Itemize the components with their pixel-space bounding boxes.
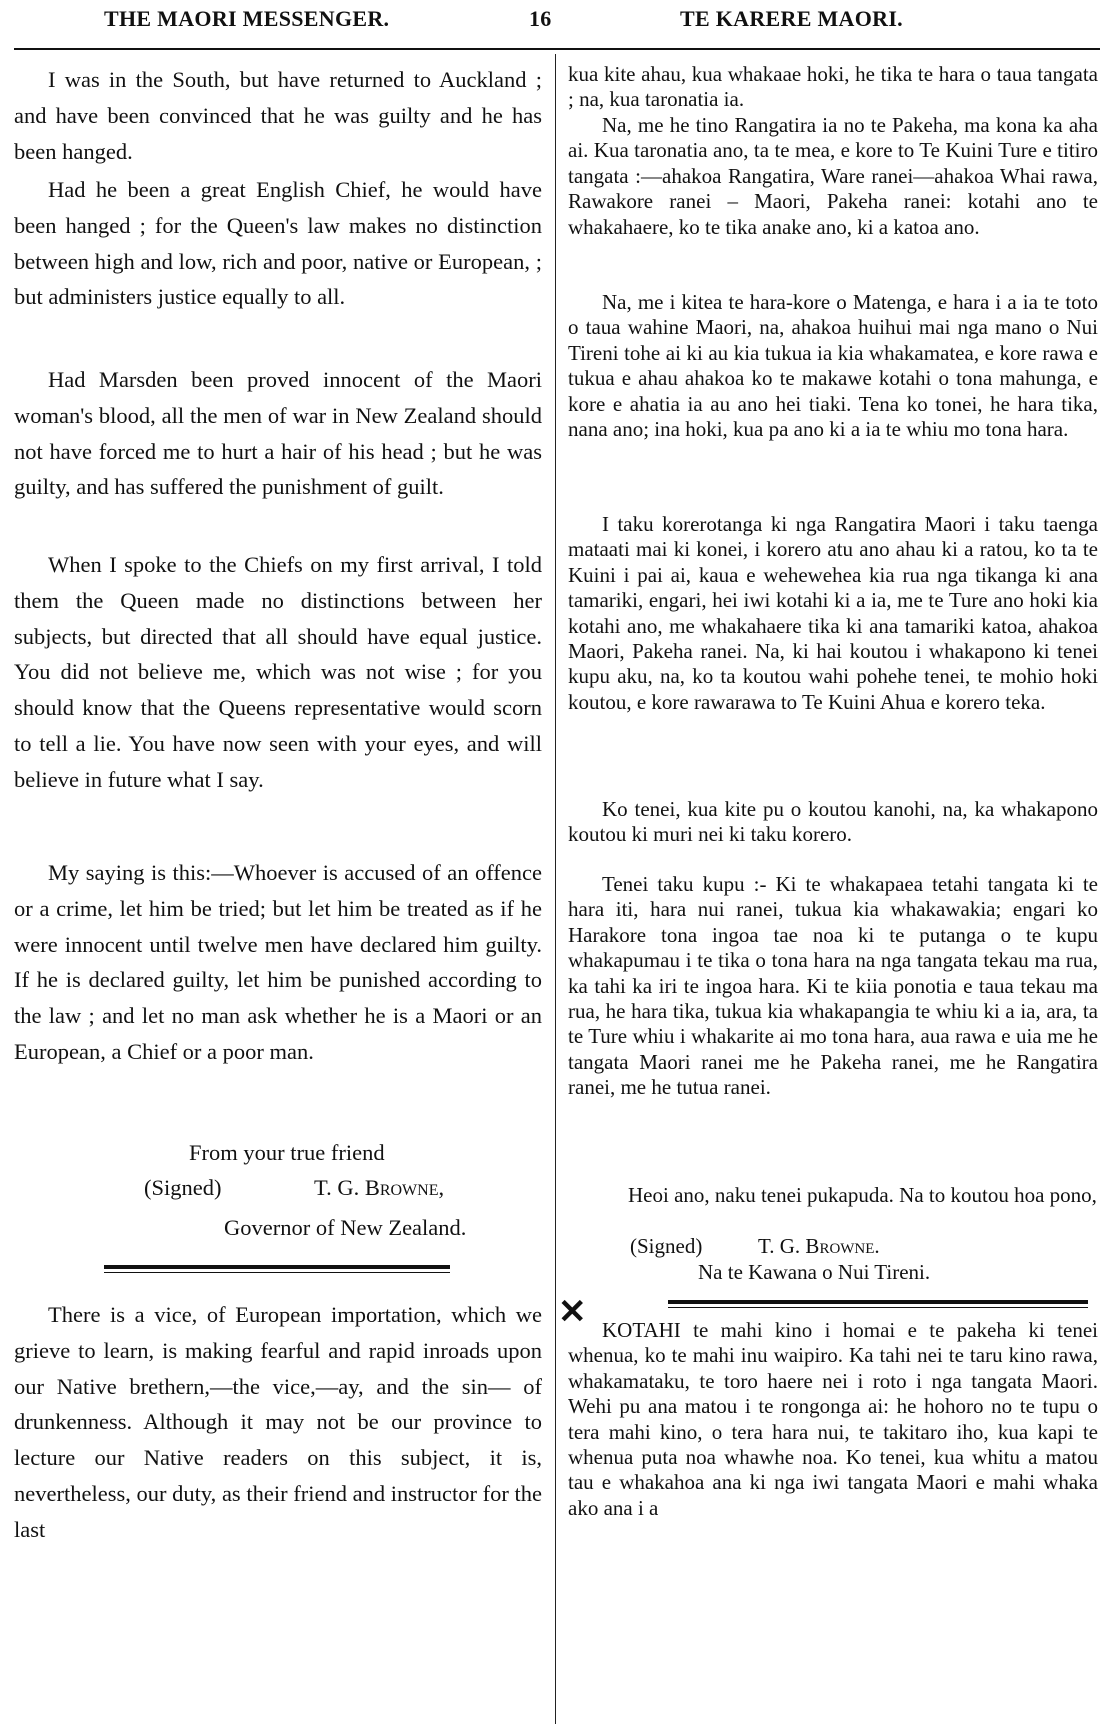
maori-paragraph-5: Ko tenei, kua kite pu o koutou kanohi, na, ka whakapono koutou ki muri nei ki taku korero. [568, 797, 1098, 847]
english-paragraph-1: I was in the South, but have returned to Auckland ; and have been convinced that he was guilty and he has been hanged. [14, 67, 542, 164]
maori-signature-name: T. G. Browne. [758, 1234, 880, 1258]
header-title-maori: TE KARERE MAORI. [680, 6, 903, 31]
page-header [0, 6, 1114, 40]
maori-signature-signed: (Signed) [630, 1234, 703, 1258]
english-paragraph-2: Had he been a great English Chief, he would have been hanged ; for the Queen's law makes no distinction between high and low, rich and poor, native or European, ; but administers justice equally to all. [14, 177, 542, 310]
english-paragraph-5: My saying is this:—Whoever is accused of an offence or a crime, let him be tried; but let him be treated as if he were innocent until twelve men have declared him guilty. If he is declared guilty, let him be punished according to the law ; and let no man ask whether he is a Maori or an European, a Chief or a poor man. [14, 860, 542, 1064]
column-divider [555, 54, 556, 1724]
maori-article-waipiro: KOTAHI te mahi kino i homai e te pakeha ki tenei whenua, ko te mahi inu waipiro. Ka tahi nei te taru kino rawa, whakamataku, te toro haere nei i roto i nga tangata Maori. Wehi pu ana matou i te rongonga ai: he hohoro no te tupu o tera mahi kino, o tera hara nui, te takitaro iho, kua kapi te whenua puta noa whawhe noa. Ko tenei, kua whitu a matou tau e whakahoa ana ki nga iwi tangata Maori e mahi whaka ako ana i a [568, 1318, 1098, 1520]
header-title-english: THE MAORI MESSENGER. [104, 6, 390, 31]
maori-signature-closing: Heoi ano, naku tenei pukapuda. Na to koutou hoa pono, [628, 1183, 1097, 1207]
maori-paragraph-4: I taku korerotanga ki nga Rangatira Maori i taku taenga mataati mai ki konei, i korero atu ano ahau ki a ratou, ko ta te Kuini i pai ai, kaua e wehewehea kia rua nga tikanga ki ana tamariki, engari, hei iwi kotahi ki a ia, me te Ture ano hoki kia kotahi ano, me whakahaere tika ki ana tamariki katoa, ahakoa Maori, Pakeha ranei. Na, ki hai koutou i whakapono ki tenei kupu aku, na, ko ta koutou wahi pohehe tenei, te mohio hoki koutou, e kore rawarawa to Te Kuini Ahua e korero teka. [568, 512, 1098, 714]
signature-title: Governor of New Zealand. [224, 1215, 467, 1240]
maori-paragraph-2: Na, me he tino Rangatira ia no te Pakeha, ma kona ka aha ai. Kua taronatia ano, ta te mea, e kore to Te Kuini Ture e titiro tangata :—ahakoa Rangatira, Ware ranei—ahakoa Whai rawa, Rawakore ranei – Maori, Pakeha ranei: kotahi ano te whakahaere, ko te tika anake ano, ki a katoa ano. [568, 113, 1098, 239]
section-divider [104, 1265, 450, 1269]
maori-paragraph-1: kua kite ahau, kua whakaae hoki, he tika te hara o taua tangata ; na, kua taronatia ia. [568, 62, 1098, 112]
cross-mark-icon: ✕ [558, 1294, 587, 1331]
english-paragraph-4: When I spoke to the Chiefs on my first arrival, I told them the Queen made no distinctions between her subjects, but directed that all should have equal justice. You did not believe me, which was not wise ; for you should know that the Queens representative would scorn to tell a lie. You have now seen with your eyes, and will believe in future what I say. [14, 552, 542, 792]
page-number: 16 [529, 6, 552, 31]
maori-section-divider [668, 1300, 1088, 1304]
maori-paragraph-3: Na, me i kitea te hara-kore o Matenga, e hara i a ia te toto o taua wahine Maori, na, ahakoa huihui mai nga mano o Nui Tireni tohe ai ki au kia tukua ia kia whakamatea, e kore rawa e tukua e ahau ahakoa ko te makawe kotahi o tona mahunga, e kore e ahatia ia au ano hei tiaki. Tena ko tonei, he hara tika, nana ano; ina hoki, kua pa ano ki a ia te whiu mo tona hara. [568, 290, 1098, 442]
signature-closing: From your true friend [189, 1140, 385, 1165]
english-paragraph-3: Had Marsden been proved innocent of the Maori woman's blood, all the men of war in New Zealand should not have forced me to hurt a hair of his head ; but he was guilty, and has suffered the punishment of guilt. [14, 367, 542, 500]
signature-signed: (Signed) [144, 1175, 222, 1200]
signature-name: T. G. Browne, [314, 1175, 445, 1200]
maori-paragraph-6: Tenei taku kupu :- Ki te whakapaea tetahi tangata ki te hara iti, hara nui ranei, tukua kia whakawakia; engari ko Harakore tona ingoa tae noa ki te putanga o te kupu whakapumau i te tika o tona hara na nga tangata tekau ma rua, ka tahi ka iri te ingoa hara. Ki te kiia ponotia e taua tekau ma rua, he hara tika, tukua kia whakapangia te whiu ki a ia, ara, ta te Ture whiu i whakarite ai mo tona hara, aua rawa e uia me he tangata Maori ranei me he Pakeha ranei, me he Rangatira ranei, me he tutua ranei. [568, 872, 1098, 1100]
maori-signature-title: Na te Kawana o Nui Tireni. [698, 1260, 931, 1284]
header-rule [14, 48, 1100, 50]
english-article-drunkenness: There is a vice, of European importation, which we grieve to learn, is making fearful and rapid inroads upon our Native brethern,—the vice,—ay, and the sin— of drunkenness. Although it may not be our province to lecture our Native readers on this subject, it is, nevertheless, our duty, as their friend and instructor for the last [14, 1302, 542, 1542]
